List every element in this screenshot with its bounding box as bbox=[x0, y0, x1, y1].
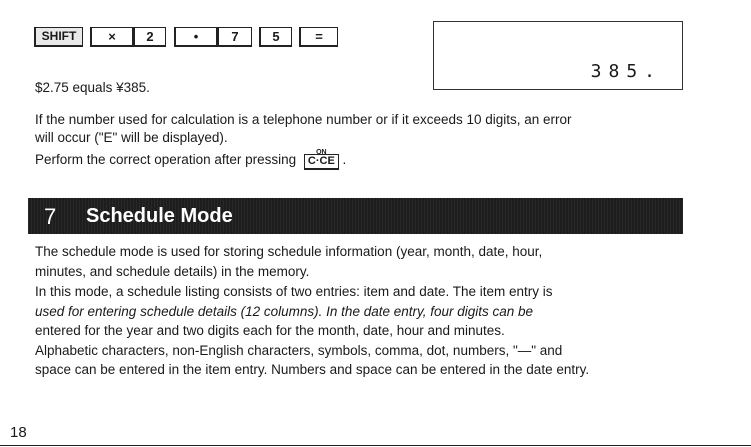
body-line-2: minutes, and schedule details) in the memory. bbox=[35, 264, 310, 279]
key-7: 7 bbox=[217, 27, 252, 47]
note-line-2: will occur ("E" will be displayed). bbox=[35, 130, 228, 145]
key-5: 5 bbox=[259, 27, 292, 47]
display-value: 385. bbox=[590, 61, 662, 82]
bottom-rule bbox=[0, 445, 751, 446]
section-number: 7 bbox=[44, 204, 57, 229]
page-number: 18 bbox=[10, 424, 27, 441]
body-line-4-rest: In the date entry, four digits can be bbox=[322, 304, 534, 319]
key-c-ce bbox=[304, 149, 339, 170]
section-banner bbox=[28, 198, 683, 234]
key-shift: SHIFT bbox=[34, 27, 83, 47]
key-multiply: × bbox=[90, 27, 133, 47]
calculator-display bbox=[433, 21, 683, 90]
body-line-1: The schedule mode is used for storing schedule information (year, month, date, hour, bbox=[35, 244, 543, 259]
body-line-4-italic: used for entering schedule details (12 columns). bbox=[35, 304, 323, 319]
key-decimal-point: • bbox=[174, 27, 217, 47]
note-trailing: . bbox=[342, 152, 347, 167]
example-caption: $2.75 equals ¥385. bbox=[35, 80, 150, 95]
note-line-1: If the number used for calculation is a telephone number or if it exceeds 10 digits, an error bbox=[35, 112, 572, 127]
body-line-6: Alphabetic characters, non-English characters, symbols, comma, dot, numbers, "—" and bbox=[35, 343, 563, 358]
note-line-3-text: Perform the correct operation after pressing bbox=[35, 152, 297, 167]
section-title: Schedule Mode bbox=[86, 205, 233, 227]
key-on-label: ON bbox=[316, 149, 327, 156]
body-line-4 bbox=[35, 303, 533, 320]
key-c-ce-label: C·CE bbox=[307, 155, 335, 167]
note-line-3 bbox=[35, 151, 346, 170]
key-2: 2 bbox=[133, 27, 166, 47]
key-equals: = bbox=[299, 27, 338, 47]
body-line-3: In this mode, a schedule listing consists of two entries: item and date. The item entry is bbox=[35, 284, 553, 299]
body-line-5: entered for the year and two digits each for the month, date, hour and minutes. bbox=[35, 323, 505, 338]
body-line-7: space can be entered in the item entry. Numbers and space can be entered in the date entry. bbox=[35, 362, 590, 377]
